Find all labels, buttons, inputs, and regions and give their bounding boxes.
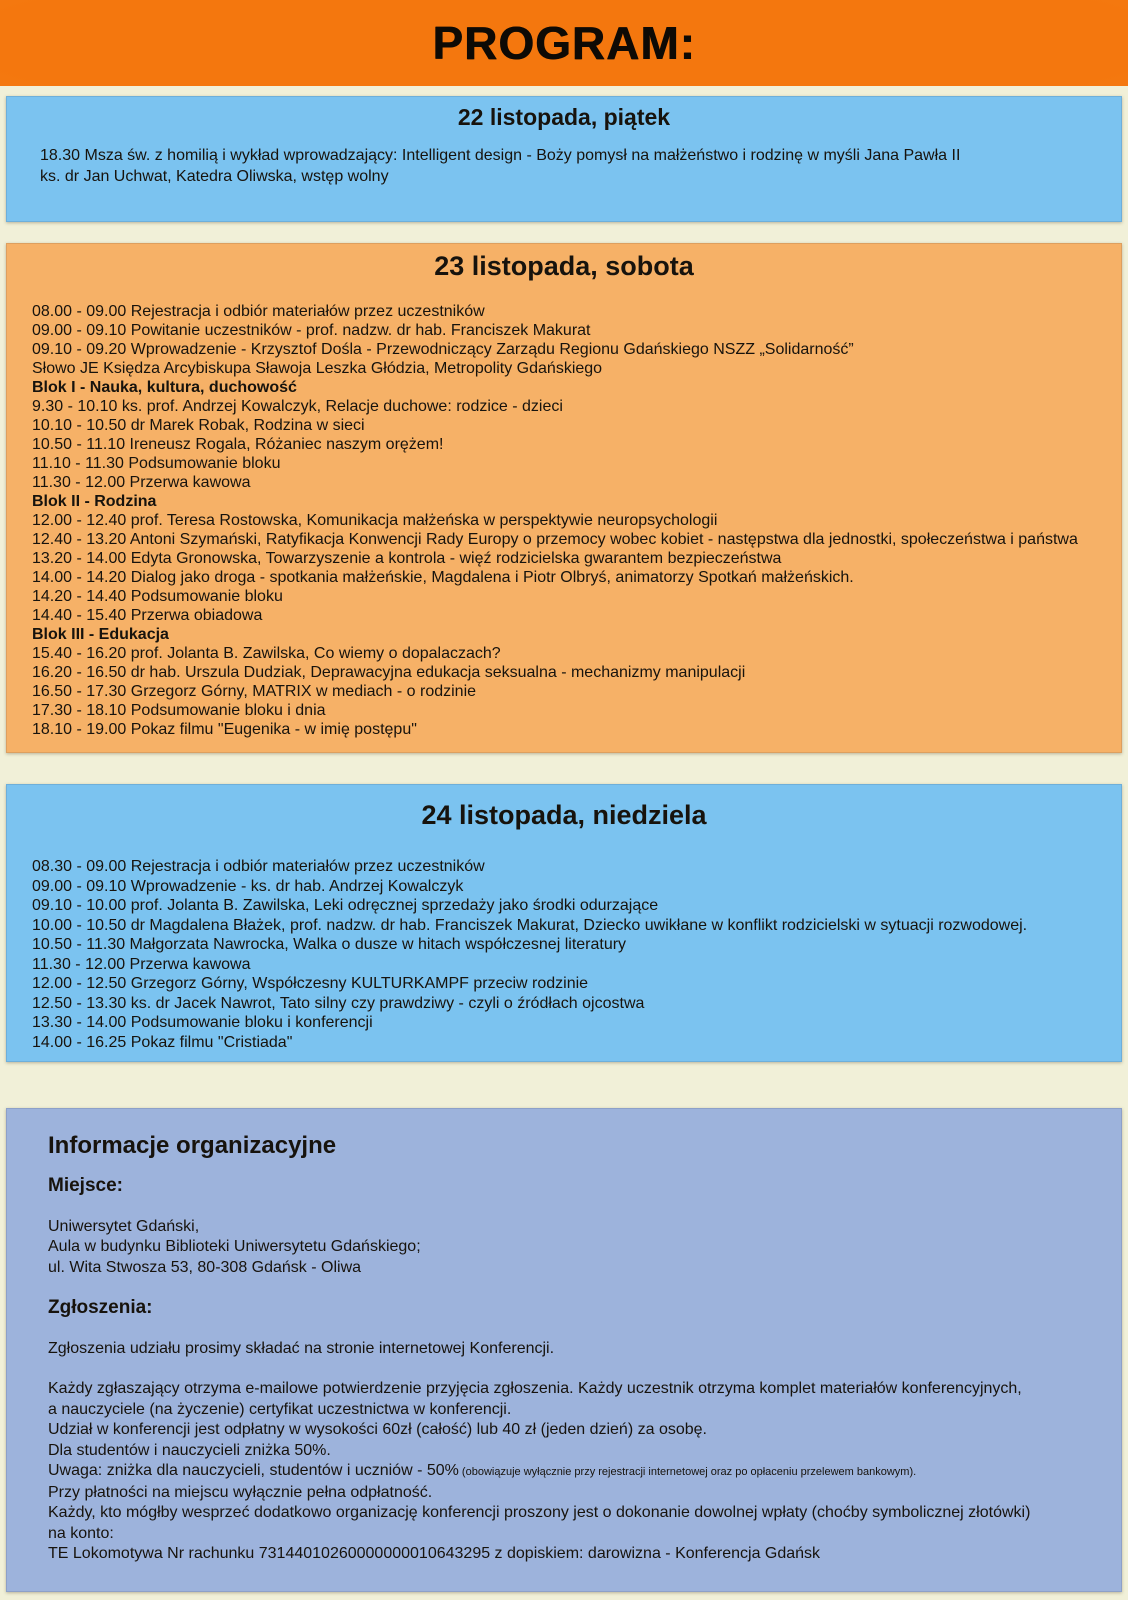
friday-schedule	[6, 145, 1122, 187]
text-line: 14.00 - 14.20 Dialog jako droga - spotkania małżeńskie, Magdalena i Piotr Olbryś, animatorzy Spotkań małżeńskich.	[32, 569, 854, 586]
text-line: a nauczyciele (na życzenie) certyfikat uczestnictwa w konferencji.	[48, 1400, 512, 1418]
text-line: Blok I - Nauka, kultura, duchowość	[32, 379, 297, 396]
text-line: Każdy zgłaszający otrzyma e-mailowe potwierdzenie przyjęcia zgłoszenia. Każdy uczestnik otrzyma komplet materiałów konferencyjnych,	[48, 1380, 1022, 1397]
text-line: 09.00 - 09.10 Wprowadzenie - ks. dr hab. Andrzej Kowalczyk	[32, 877, 464, 895]
text-line: Blok II - Rodzina	[32, 493, 157, 510]
text-line: 18.30 Msza św. z homilią i wykład wprowadzający: Intelligent design - Boży pomysł na małżeństwo i rodzinę w myśli Jana Pawła II	[40, 147, 961, 164]
text-line: 12.00 - 12.40 prof. Teresa Rostowska, Komunikacja małżeńska w perspektywie neuropsychologii	[32, 512, 718, 529]
text-line: 09.10 - 09.20 Wprowadzenie - Krzysztof Dośla - Przewodniczący Zarządu Regionu Gdańskiego NSZZ „Solidarność”	[32, 341, 854, 358]
section-friday	[6, 96, 1122, 222]
text-line: Dla studentów i nauczycieli zniżka 50%.	[48, 1441, 331, 1459]
text-line: Udział w konferencji jest odpłatny w wysokości 60zł (całość) lub 40 zł (jeden dzień) za osobę.	[48, 1421, 707, 1438]
text-line: 12.00 - 12.50 Grzegorz Górny, Współczesny KULTURKAMPF przeciw rodzinie	[32, 975, 589, 992]
page-title: PROGRAM:	[432, 17, 696, 69]
sunday-schedule	[6, 857, 1122, 1052]
text-line: 16.20 - 16.50 dr hab. Urszula Dudziak, Deprawacyjna edukacja seksualna - mechanizmy manipulacji	[32, 664, 746, 681]
saturday-heading: 23 listopada, sobota	[434, 251, 694, 281]
text-line: Zgłoszenia udziału prosimy składać na stronie internetowej Konferencji.	[48, 1339, 555, 1357]
text-line: 11.30 - 12.00 Przerwa kawowa	[32, 474, 251, 491]
text-line: Uwaga: zniżka dla nauczycieli, studentów i uczniów - 50% (obowiązuje wyłącznie przy rejestracji internetowej oraz po opłaceniu przelewem bankowym).	[48, 1462, 917, 1479]
program-banner	[0, 0, 1128, 86]
text-line: Blok III - Edukacja	[32, 626, 169, 643]
text-line: 10.50 - 11.30 Małgorzata Nawrocka, Walka o dusze w hitach współczesnej literatury	[32, 936, 627, 953]
spacer-line	[48, 1278, 1080, 1298]
section-sunday	[6, 784, 1122, 1062]
text-line: 14.40 - 15.40 Przerwa obiadowa	[32, 607, 263, 624]
text-line: 10.50 - 11.10 Ireneusz Rogala, Różaniec naszym orężem!	[32, 436, 444, 453]
text-line: 9.30 - 10.10 ks. prof. Andrzej Kowalczyk, Relacje duchowe: rodzice - dzieci	[32, 398, 563, 415]
text-line: Słowo JE Księdza Arcybiskupa Sławoja Leszka Głódzia, Metropolity Gdańskiego	[32, 360, 603, 377]
text-line: Uniwersytet Gdański,	[48, 1217, 200, 1235]
text-line: 11.10 - 11.30 Podsumowanie bloku	[32, 455, 281, 472]
text-line: 14.20 - 14.40 Podsumowanie bloku	[32, 588, 283, 605]
section-organizational-info	[6, 1108, 1122, 1592]
fine-print: (obowiązuje wyłącznie przy rejestracji internetowej oraz po opłaceniu przelewem bankowym).	[458, 1466, 917, 1478]
text-line: 11.30 - 12.00 Przerwa kawowa	[32, 955, 251, 973]
sunday-heading: 24 listopada, niedziela	[421, 800, 707, 830]
text-line: na konto:	[48, 1524, 114, 1542]
info-text	[6, 1176, 1122, 1565]
text-line: Zgłoszenia:	[48, 1297, 153, 1318]
text-line: 18.10 - 19.00 Pokaz filmu "Eugenika - w imię postępu"	[32, 721, 417, 738]
friday-heading: 22 listopada, piątek	[457, 104, 671, 130]
spacer-line	[48, 1319, 1080, 1339]
text-line: 09.00 - 09.10 Powitanie uczestników - prof. nadzw. dr hab. Franciszek Makurat	[32, 322, 591, 339]
text-line: Każdy, kto mógłby wesprzeć dodatkowo organizację konferencji proszony jest o dokonanie dowolnej wpłaty (choćby symbolicznej złotówki)	[48, 1504, 1031, 1521]
spacer-line	[48, 1359, 1080, 1379]
text-line: ks. dr Jan Uchwat, Katedra Oliwska, wstęp wolny	[40, 168, 389, 185]
text-line: 13.30 - 14.00 Podsumowanie bloku i konferencji	[32, 1014, 373, 1031]
text-line: 17.30 - 18.10 Podsumowanie bloku i dnia	[32, 702, 326, 719]
text-line: 12.50 - 13.30 ks. dr Jacek Nawrot, Tato silny czy prawdziwy - czyli o źródłach ojcostwa	[32, 994, 645, 1012]
text-line: TE Lokomotywa Nr rachunku 73144010260000000010643295 z dopiskiem: darowizna - Konferencja Gdańsk	[48, 1545, 821, 1562]
text-line: 14.00 - 16.25 Pokaz filmu "Cristiada"	[32, 1033, 293, 1051]
text-line: Miejsce:	[48, 1175, 123, 1196]
text-line: 08.00 - 09.00 Rejestracja i odbiór materiałów przez uczestników	[32, 303, 485, 320]
section-saturday	[6, 243, 1122, 753]
info-heading: Informacje organizacyjne	[48, 1132, 337, 1159]
text-line: ul. Wita Stwosza 53, 80-308 Gdańsk - Oliwa	[48, 1258, 362, 1276]
text-line: 08.30 - 09.00 Rejestracja i odbiór materiałów przez uczestników	[32, 858, 485, 875]
text-line: 13.20 - 14.00 Edyta Gronowska, Towarzyszenie a kontrola - więź rodzicielska gwarantem bezpieczeństwa	[32, 550, 782, 567]
spacer-line	[48, 1197, 1080, 1217]
text-line: 09.10 - 10.00 prof. Jolanta B. Zawilska, Leki odręcznej sprzedaży jako środki odurzające	[32, 897, 659, 914]
text-line: 10.10 - 10.50 dr Marek Robak, Rodzina w sieci	[32, 417, 365, 434]
text-line: 15.40 - 16.20 prof. Jolanta B. Zawilska, Co wiemy o dopalaczach?	[32, 645, 501, 662]
text-line: 12.40 - 13.20 Antoni Szymański, Ratyfikacja Konwencji Rady Europy o przemocy wobec kobiet - następstwa dla jednostki, społeczeństwa i państwa	[32, 531, 1078, 548]
text-line: Przy płatności na miejscu wyłącznie pełna odpłatność.	[48, 1483, 433, 1501]
text-line: 16.50 - 17.30 Grzegorz Górny, MATRIX w mediach - o rodzinie	[32, 683, 477, 700]
saturday-schedule	[6, 302, 1122, 739]
text-line: 10.00 - 10.50 dr Magdalena Błażek, prof. nadzw. dr hab. Franciszek Makurat, Dziecko uwikłane w konflikt rodzicielski w sytuacji rozwodowej.	[32, 916, 1028, 934]
text-line: Aula w budynku Biblioteki Uniwersytetu Gdańskiego;	[48, 1238, 421, 1255]
